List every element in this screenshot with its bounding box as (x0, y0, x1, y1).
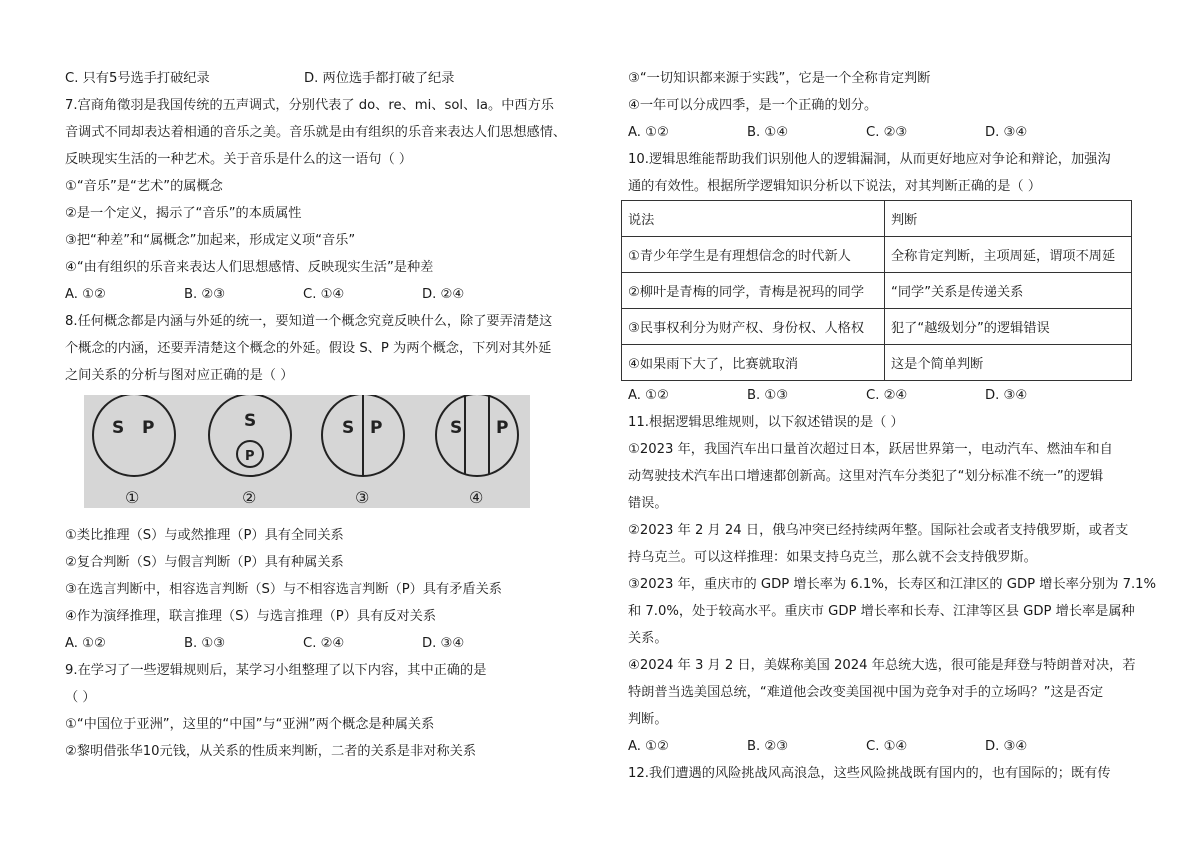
figure-number: ④ (469, 488, 484, 507)
right-text-line: 和 7.0%，处于较高水平。重庆市 GDP 增长率和长寿、江津等区县 GDP 增长率是属种 (628, 604, 1135, 619)
q9-option-c: C. ②③ (866, 125, 908, 140)
left-text-line: 音调式不同却表达着相通的音乐之美。音乐就是由有组织的乐音来表达人们思想感情、 (65, 125, 567, 140)
table-header-cell: 说法 (622, 201, 885, 237)
right-text-line: ②2023 年 2 月 24 日，俄乌冲突已经持续两年整。国际社会或者支持俄罗斯，或者支 (628, 523, 1129, 538)
table-row (622, 273, 1132, 309)
q10-option-d: D. ③④ (985, 388, 1028, 403)
q9-option-b: B. ①④ (747, 125, 789, 140)
left-text-line: 之间关系的分析与图对应正确的是（ ） (65, 368, 294, 383)
table-cell: ②柳叶是青梅的同学，青梅是祝玛的同学 (622, 273, 885, 309)
left-text-line: 8.任何概念都是内涵与外延的统一，要知道一个概念究竟反映什么，除了要弄清楚这 (65, 314, 553, 329)
q11-option-c: C. ①④ (866, 739, 908, 754)
judgement-table (621, 200, 1132, 381)
right-text-line: 通的有效性。根据所学逻辑知识分析以下说法，对其判断正确的是（ ） (628, 179, 1042, 194)
q9-option-d: D. ③④ (985, 125, 1028, 140)
table-cell: ①青少年学生是有理想信念的时代新人 (622, 237, 885, 273)
right-text-line: 判断。 (628, 712, 668, 727)
table-cell: 全称肯定判断，主项周延，谓项不周延 (885, 237, 1132, 273)
venn-label: S (244, 411, 257, 431)
left-text-line: ④作为演绎推理，联言推理（S）与选言推理（P）具有反对关系 (65, 609, 437, 624)
left-text-line: ④“由有组织的乐音来表达人们思想感情、反映现实生活”是种差 (65, 260, 434, 275)
right-text-line: 关系。 (628, 631, 668, 646)
venn-label: S (342, 418, 355, 438)
q7-option-c: C. ①④ (303, 287, 345, 302)
venn-label: S (450, 418, 463, 438)
q7-option-a: A. ①② (65, 287, 106, 302)
left-text-line: ①“音乐”是“艺术”的属概念 (65, 179, 223, 194)
q11-option-a: A. ①② (628, 739, 669, 754)
right-text-line: ④2024 年 3 月 2 日，美媒称美国 2024 年总统大选，很可能是拜登与特朗普对决，若 (628, 658, 1136, 673)
q6-option-d: D. 两位选手都打破了纪录 (304, 71, 455, 86)
venn-label: S (112, 418, 125, 438)
venn-label: P (245, 449, 255, 464)
right-text-line: 特朗普当选美国总统，“难道他会改变美国视中国为竞争对手的立场吗？”这是否定 (628, 685, 1104, 700)
table-row (622, 309, 1132, 345)
left-text-line: ②是一个定义，揭示了“音乐”的本质属性 (65, 206, 302, 221)
table-cell: 犯了“越级划分”的逻辑错误 (885, 309, 1132, 345)
table-row (622, 237, 1132, 273)
right-text-line: 持乌克兰。可以这样推理：如果支持乌克兰，那么就不会支持俄罗斯。 (628, 550, 1037, 565)
left-text-line: ①类比推理（S）与或然推理（P）具有全同关系 (65, 528, 344, 543)
left-text-line: ③在选言判断中，相容选言判断（S）与不相容选言判断（P）具有矛盾关系 (65, 582, 502, 597)
q7-option-d: D. ②④ (422, 287, 465, 302)
left-text-line: 9.在学习了一些逻辑规则后，某学习小组整理了以下内容，其中正确的是 (65, 663, 487, 678)
left-text-line: 7.宫商角徵羽是我国传统的五声调式，分别代表了 do、re、mi、sol、la。中西方乐 (65, 98, 554, 113)
left-text-line: C. 只有5号选手打破纪录 (65, 71, 210, 86)
q9-option-a: A. ①② (628, 125, 669, 140)
figure-number: ① (125, 488, 140, 507)
table-cell: 这是个简单判断 (885, 345, 1132, 381)
left-text-line: ①“中国位于亚洲”，这里的“中国”与“亚洲”两个概念是种属关系 (65, 717, 435, 732)
right-text-line: 错误。 (628, 496, 668, 511)
figure-number: ② (242, 488, 257, 507)
right-text-line: ③2023 年，重庆市的 GDP 增长率为 6.1%，长寿区和江津区的 GDP 增长率分别为 7.1% (628, 577, 1157, 592)
left-text-line: ②复合判断（S）与假言判断（P）具有种属关系 (65, 555, 344, 570)
q7-option-b: B. ②③ (184, 287, 226, 302)
q8-option-c: C. ②④ (303, 636, 345, 651)
venn-label: P (370, 418, 383, 438)
left-text-line: 反映现实生活的一种艺术。关于音乐是什么的这一语句（ ） (65, 152, 413, 167)
left-text-line: （ ） (65, 690, 96, 705)
table-header-row (622, 201, 1132, 237)
table-cell: ③民事权利分为财产权、身份权、人格权 (622, 309, 885, 345)
left-text-line: ②黎明借张华10元钱，从关系的性质来判断，二者的关系是非对称关系 (65, 744, 477, 759)
right-text-line: 动驾驶技术汽车出口增速都创新高。这里对汽车分类犯了“划分标准不统一”的逻辑 (628, 469, 1104, 484)
venn-label: P (142, 418, 155, 438)
right-text-line: 10.逻辑思维能帮助我们识别他人的逻辑漏洞，从而更好地应对争论和辩论，加强沟 (628, 152, 1111, 167)
q8-option-d: D. ③④ (422, 636, 465, 651)
left-text-line: ③把“种差”和“属概念”加起来，形成定义项“音乐” (65, 233, 356, 248)
right-text-line: ③“一切知识都来源于实践”，它是一个全称肯定判断 (628, 71, 931, 86)
right-text-line: 11.根据逻辑思维规则，以下叙述错误的是（ ） (628, 415, 904, 430)
q11-option-d: D. ③④ (985, 739, 1028, 754)
q8-option-a: A. ①② (65, 636, 106, 651)
right-text-line: ④一年可以分成四季，是一个正确的划分。 (628, 98, 878, 113)
table-header-cell: 判断 (885, 201, 1132, 237)
venn-figure (84, 395, 530, 508)
figure-number: ③ (355, 488, 370, 507)
q11-option-b: B. ②③ (747, 739, 789, 754)
table-cell: “同学”关系是传递关系 (885, 273, 1132, 309)
venn-label: P (496, 418, 509, 438)
left-text-line: 个概念的内涵，还要弄清楚这个概念的外延。假设 S、P 为两个概念，下列对其外延 (65, 341, 552, 356)
right-text-line: 12.我们遭遇的风险挑战风高浪急，这些风险挑战既有国内的，也有国际的；既有传 (628, 766, 1111, 781)
table-row (622, 345, 1132, 381)
q8-option-b: B. ①③ (184, 636, 226, 651)
q10-option-b: B. ①③ (747, 388, 789, 403)
q10-option-c: C. ②④ (866, 388, 908, 403)
q10-option-a: A. ①② (628, 388, 669, 403)
right-text-line: ①2023 年，我国汽车出口量首次超过日本，跃居世界第一，电动汽车、燃油车和自 (628, 442, 1113, 457)
table-cell: ④如果雨下大了，比赛就取消 (622, 345, 885, 381)
